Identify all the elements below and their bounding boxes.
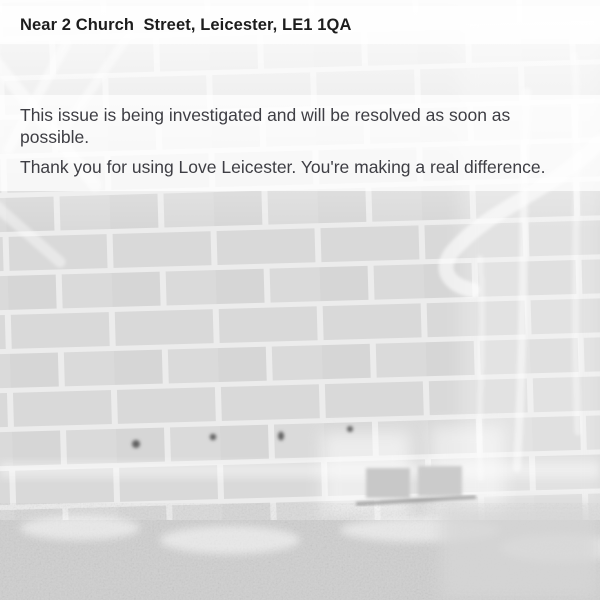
status-message: This issue is being investigated and will be resolved as soon as possible. bbox=[20, 105, 511, 147]
address-banner bbox=[0, 6, 600, 44]
thank-you-message: Thank you for using Love Leicester. You're making a real difference. bbox=[20, 157, 546, 177]
wall-base bbox=[0, 505, 600, 600]
status-message-panel bbox=[0, 95, 600, 191]
address-text: Near 2 Church Street, Leicester, LE1 1QA bbox=[20, 15, 352, 34]
